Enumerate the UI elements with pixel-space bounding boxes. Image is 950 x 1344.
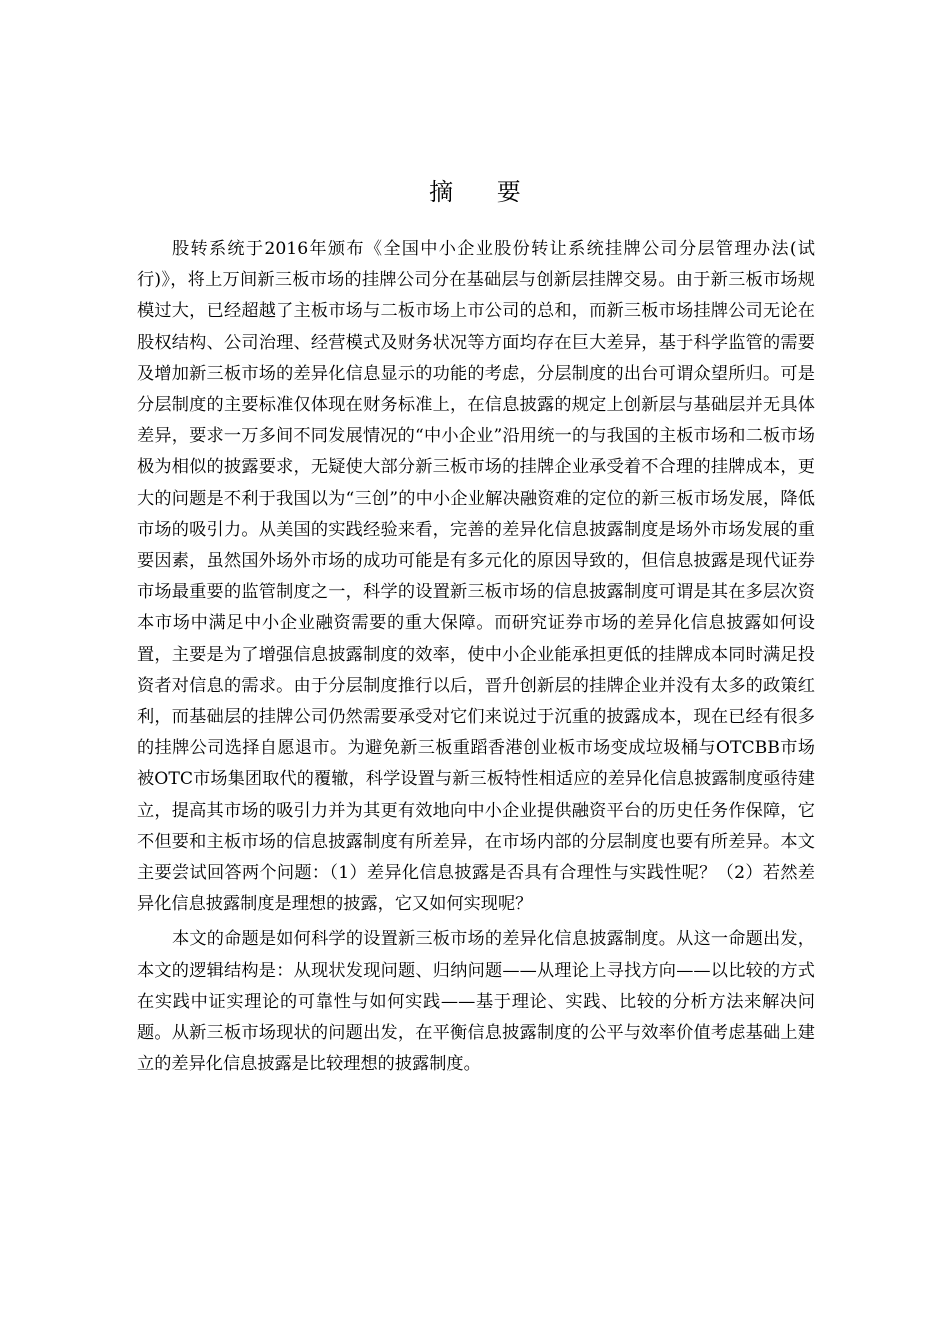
abstract-paragraph-1: 股转系统于2016年颁布《全国中小企业股份转让系统挂牌公司分层管理办法(试行)》，将上万间新三板市场的挂牌公司分在基础层与创新层挂牌交易。由于新三板市场规模过大，已经超越了主板市场与二板市场上市公司的总和，而新三板市场挂牌公司无论在股权结构、公司治理、经营模式及财务状况等方面均存在巨大差异，基于科学监管的需要及增加新三板市场的差异化信息显示的功能的考虑，分层制度的出台可谓众望所归。可是分层制度的主要标准仅体现在财务标准上，在信息披露的规定上创新层与基础层并无具体差异，要求一万多间不同发展情况的“中小企业”沿用统一的与我国的主板市场和二板市场极为相似的披露要求，无疑使大部分新三板市场的挂牌企业承受着不合理的挂牌成本，更大的问题是不利于我国以为“三创”的中小企业解决融资难的定位的新三板市场发展，降低市场的吸引力。从美国的实践经验来看，完善的差异化信息披露制度是场外市场发展的重要因素，虽然国外场外市场的成功可能是有多元化的原因导致的，但信息披露是现代证券市场最重要的监管制度之一，科学的设置新三板市场的信息披露制度可谓是其在多层次资本市场中满足中小企业融资需要的重大保障。而研究证券市场的差异化信息披露如何设置，主要是为了增强信息披露制度的效率，使中小企业能承担更低的挂牌成本同时满足投资者对信息的需求。由于分层制度推行以后，晋升创新层的挂牌企业并没有太多的政策红利，而基础层的挂牌公司仍然需要承受对它们来说过于沉重的披露成本，现在已经有很多的挂牌公司选择自愿退市。为避免新三板重蹈香港创业板市场变成垃圾桶与OTCBB市场被OTC市场集团取代的覆辙，科学设置与新三板特性相适应的差异化信息披露制度亟待建立，提高其市场的吸引力并为其更有效地向中小企业提供融资平台的历史任务作保障，它不但要和主板市场的信息披露制度有所差异，在市场内部的分层制度也要有所差异。本文主要尝试回答两个问题：（1）差异化信息披露是否具有合理性与实践性呢？（2）若然差异化信息披露制度是理想的披露，它又如何实现呢？: [137, 239, 815, 915]
abstract-body: [137, 234, 815, 1080]
abstract-title: 摘 要: [429, 178, 539, 206]
abstract-paragraph-2: 本文的命题是如何科学的设置新三板市场的差异化信息披露制度。从这一命题出发，本文的逻辑结构是：从现状发现问题、归纳问题——从理论上寻找方向——以比较的方式在实践中证实理论的可靠性与如何实践——基于理论、实践、比较的分析方法来解决问题。从新三板市场现状的问题出发，在平衡信息披露制度的公平与效率价值考虑基础上建立的差异化信息披露是比较理想的披露制度。: [137, 929, 815, 1075]
